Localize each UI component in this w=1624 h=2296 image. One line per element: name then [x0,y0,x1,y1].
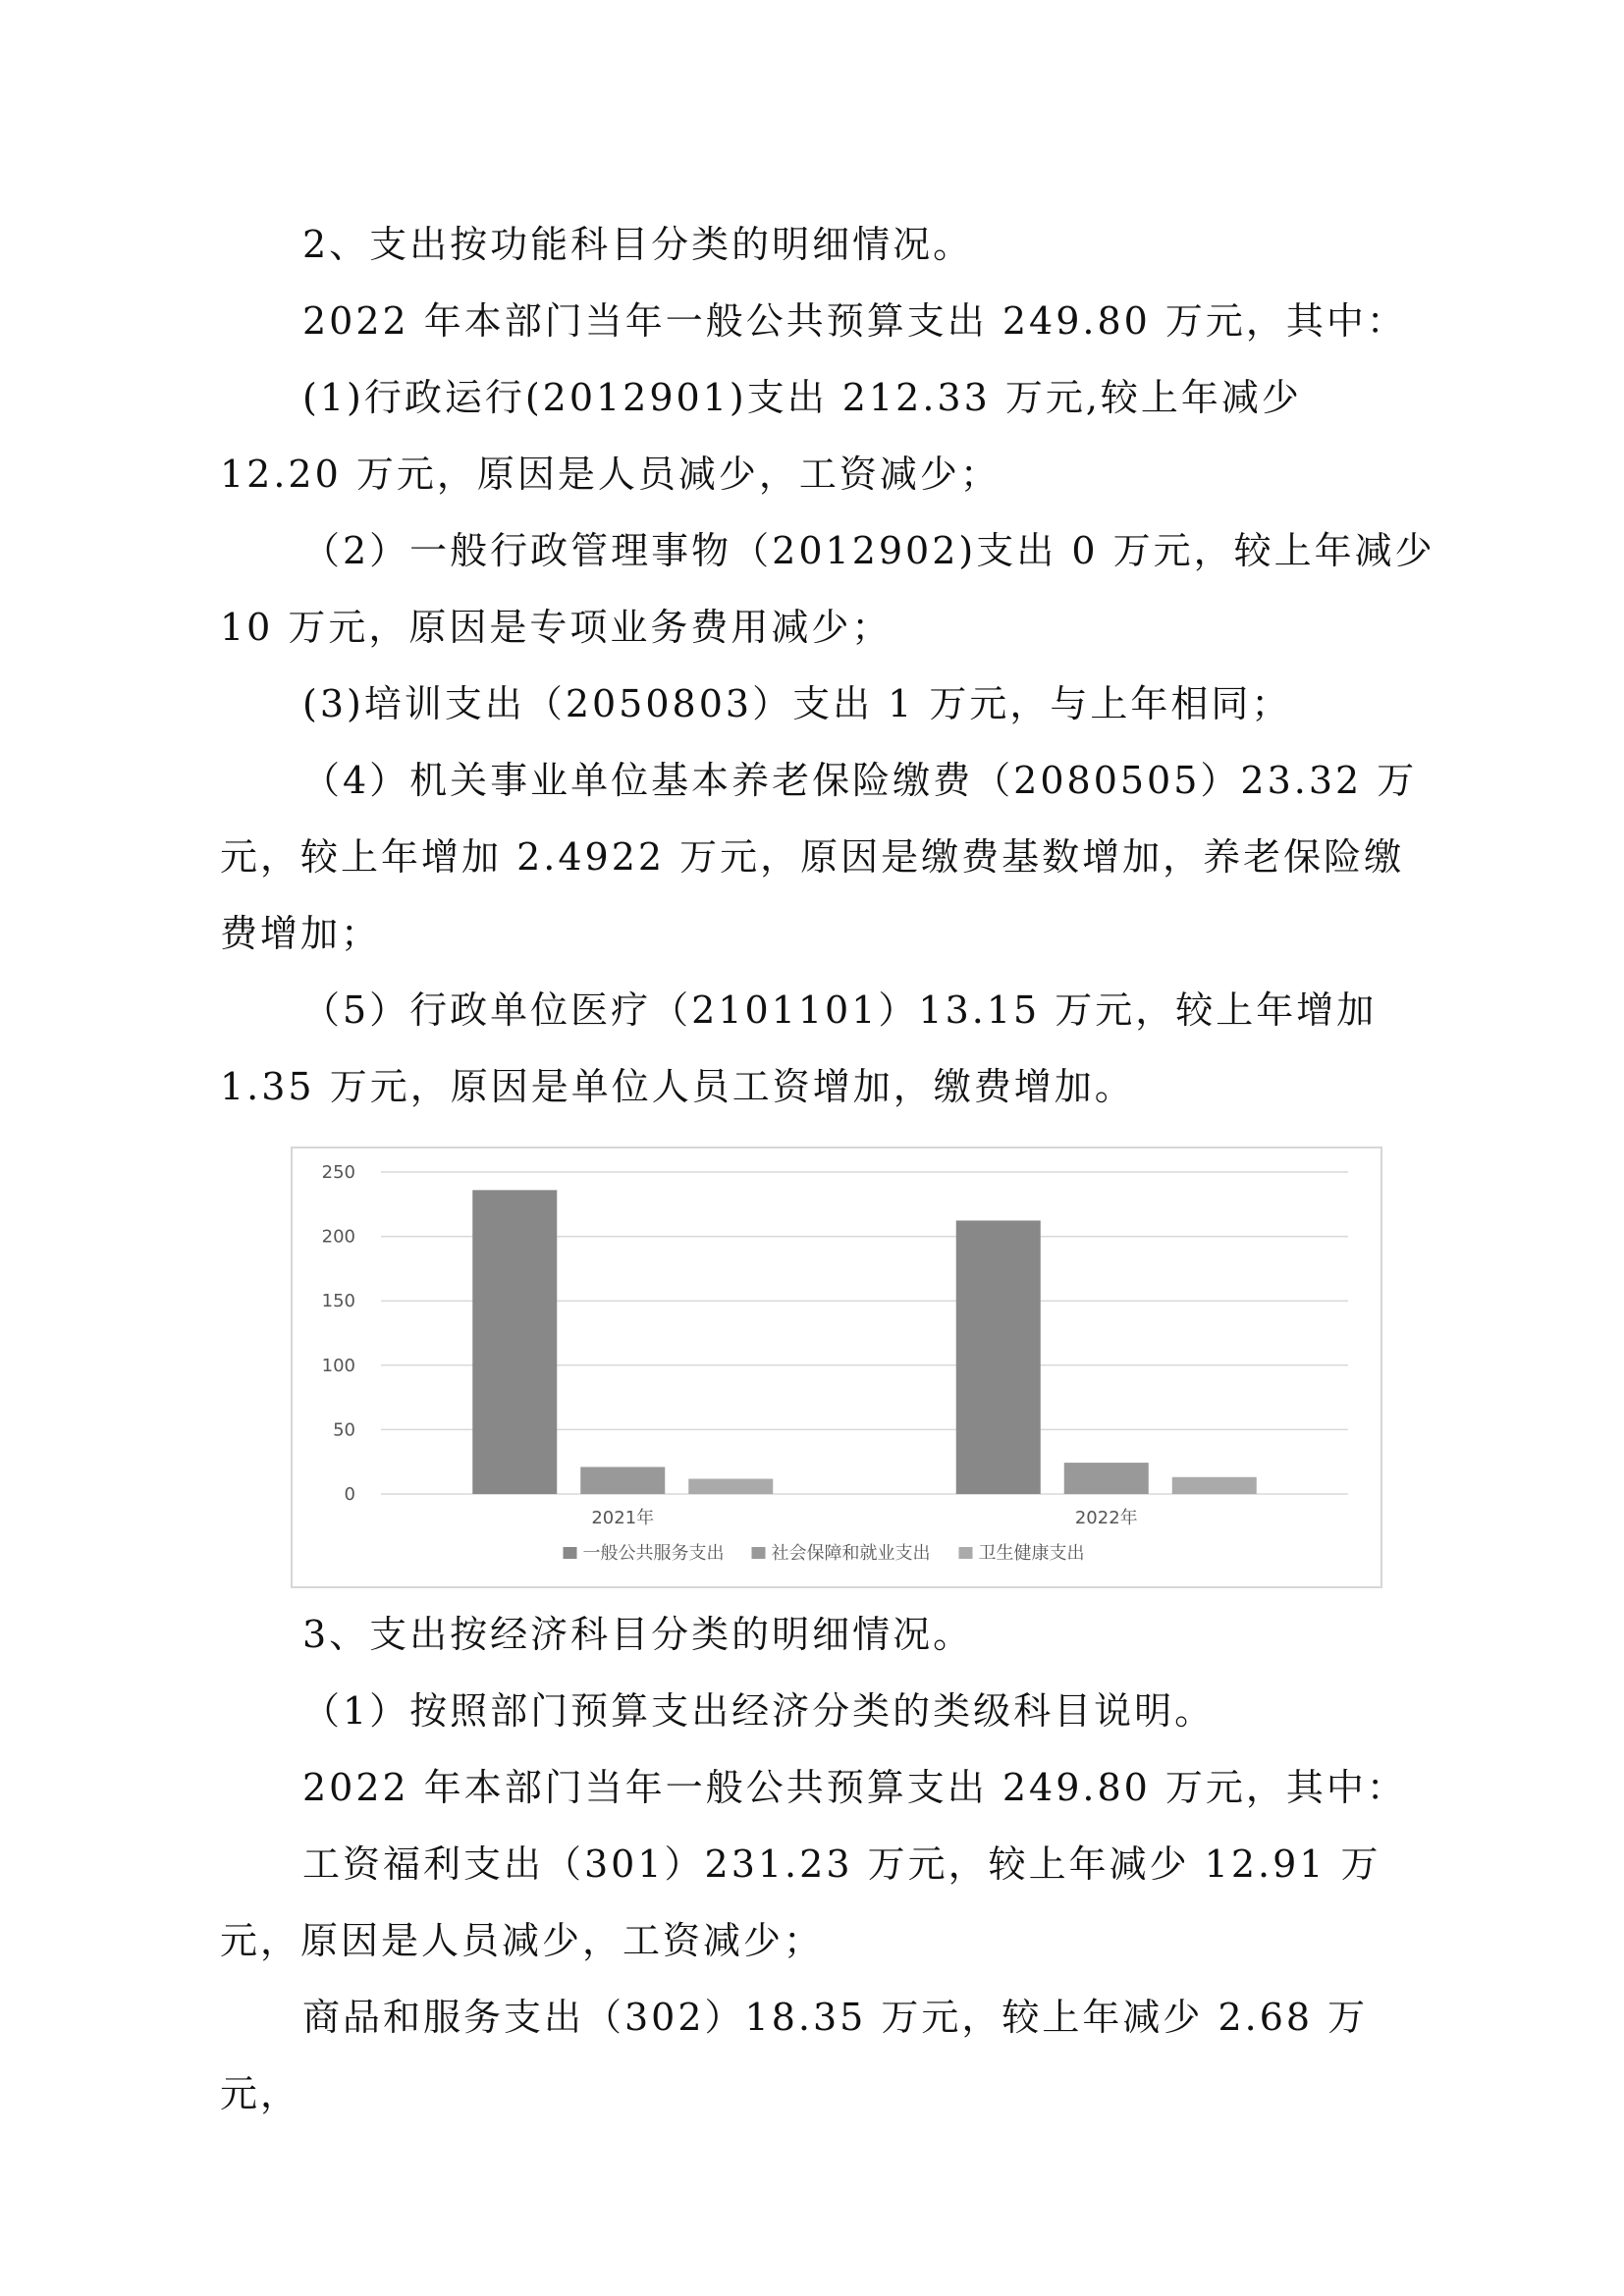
section-2-item-5: （5）行政单位医疗（2101101）13.15 万元，较上年增加 1.35 万元，原因是单位人员工资增加，缴费增加。 [220,988,1392,1108]
section-2-item-1: (1)行政运行(2012901)支出 212.33 万元,较上年减少 12.20 万元，原因是人员减少，工资减少； [220,376,1318,496]
bar-1-3 [688,1479,773,1494]
section-2-title: 2、支出按功能科目分类的明细情况。 [302,223,974,266]
x-tick-label: 2021年 [591,1508,655,1528]
y-tick-label: 250 [321,1162,355,1183]
x-tick-label: 2022年 [1074,1508,1138,1528]
bar-1-2 [580,1467,665,1494]
bar-2-3 [1172,1477,1257,1494]
y-tick-label: 100 [321,1355,355,1376]
y-tick-label: 0 [344,1484,355,1505]
bar-1-1 [472,1190,557,1494]
bar-2-1 [956,1220,1041,1494]
legend-label: 一般公共服务支出 [582,1543,725,1564]
legend-label: 社会保障和就业支出 [771,1543,931,1564]
bar-chart-svg [293,1148,1380,1586]
section-3-item-1: 工资福利支出（301）231.23 万元，较上年减少 12.91 万元，原因是人员减少，工资减少； [220,1842,1381,1962]
section-3-title: 3、支出按经济科目分类的明细情况。 [302,1613,974,1656]
y-tick-label: 150 [321,1291,355,1312]
section-2-item-4: （4）机关事业单位基本养老保险缴费（2080505）23.32 万元，较上年增加 2.4922 万元，原因是缴费基数增加，养老保险缴费增加； [220,759,1418,955]
section-2-intro: 2022 年本部门当年一般公共预算支出 249.80 万元，其中： [302,299,1407,343]
y-tick-label: 200 [321,1226,355,1248]
bar-chart [291,1147,1382,1588]
section-3-subtitle-1: （1）按照部门预算支出经济分类的类级科目说明。 [302,1689,1216,1733]
section-3-intro: 2022 年本部门当年一般公共预算支出 249.80 万元，其中： [302,1766,1407,1809]
section-3-item-2: 商品和服务支出（302）18.35 万元，较上年减少 2.68 万元， [220,1996,1369,2115]
section-2-item-3: (3)培训支出（2050803）支出 1 万元，与上年相同； [302,682,1292,725]
section-2-item-2: （2）一般行政管理事物（2012902)支出 0 万元，较上年减少 10 万元，原因是专项业务费用减少； [220,529,1450,649]
legend-label: 卫生健康支出 [978,1543,1085,1564]
bar-2-2 [1064,1463,1149,1494]
legend-swatch [564,1547,577,1559]
legend-swatch [959,1547,973,1559]
legend-swatch [752,1547,766,1559]
y-tick-label: 50 [333,1419,355,1441]
